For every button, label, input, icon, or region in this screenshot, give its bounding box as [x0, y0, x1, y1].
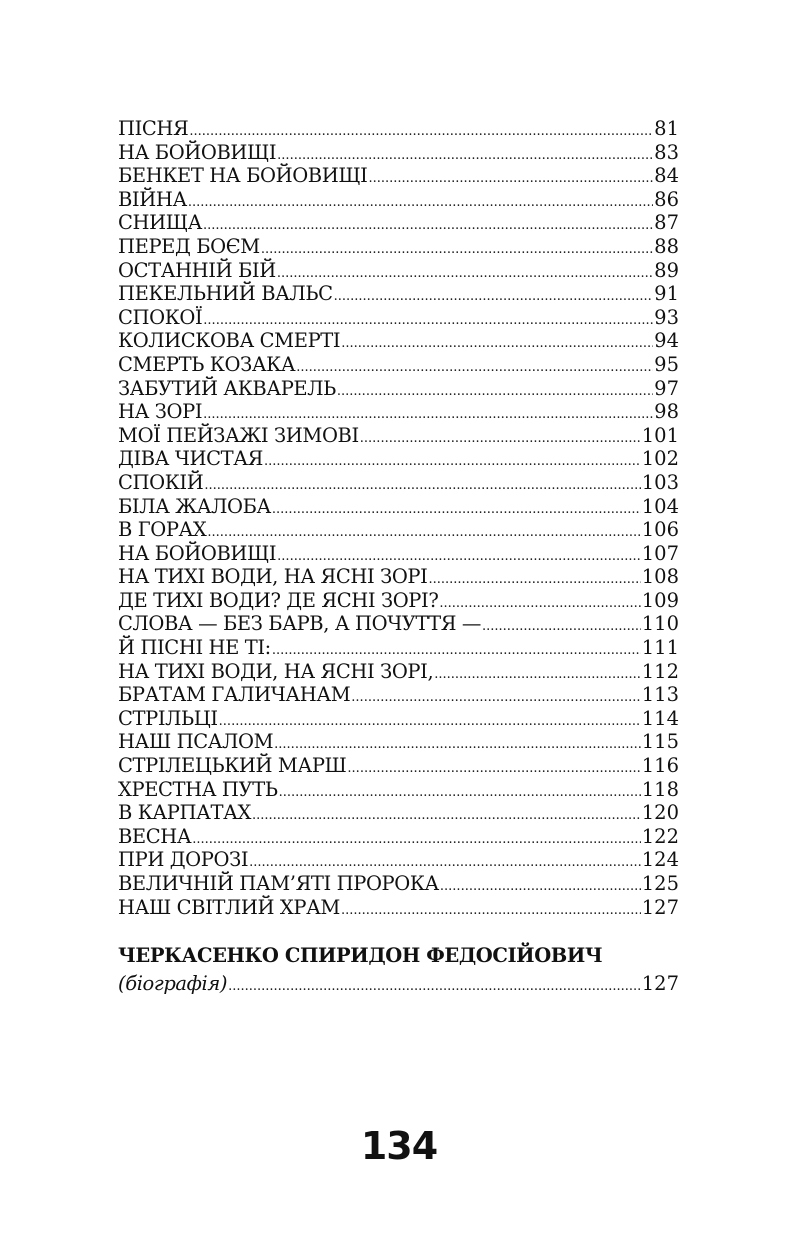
dot-leader	[341, 332, 653, 356]
toc-entry	[118, 471, 679, 495]
toc-entry-title: СТРІЛЕЦЬКИЙ МАРШ	[118, 754, 347, 778]
toc-entry-title: КОЛИСКОВА СМЕРТІ	[118, 329, 341, 353]
toc-entry-title: ВЕЛИЧНІЙ ПАМ’ЯТІ ПРОРОКА	[118, 872, 439, 895]
toc-entry	[118, 612, 679, 636]
toc-entry-title: БІЛА ЖАЛОБА	[118, 494, 271, 518]
toc-entry	[118, 188, 679, 212]
toc-entry-title: ПРИ ДОРОЗІ	[118, 848, 249, 872]
toc-entry	[118, 306, 679, 330]
toc-entry-page: 106	[641, 518, 679, 542]
toc-entry-title: В КАРПАТАХ	[118, 801, 251, 825]
toc-entry-title: СНИЩА	[118, 211, 202, 235]
toc-entry-page: 124	[641, 848, 679, 872]
toc-entry-title: СПОКОЇ	[118, 305, 203, 329]
toc-entry-title: СПОКІЙ	[118, 470, 204, 494]
toc-entry-page: 101	[641, 423, 679, 447]
table-of-contents	[118, 117, 679, 919]
toc-entry-page: 120	[641, 801, 679, 825]
toc-entry-title: БЕНКЕТ НА БОЙОВИЩІ	[118, 164, 368, 188]
toc-entry-title: СТРІЛЬЦІ	[118, 706, 218, 730]
dot-leader	[261, 238, 653, 262]
toc-entry	[118, 660, 679, 684]
toc-entry-page: 125	[641, 872, 679, 895]
biography-entry	[118, 972, 679, 996]
toc-entry-title: ВІЙНА	[118, 187, 187, 211]
toc-entry	[118, 778, 679, 802]
toc-entry-title: НА ТИХІ ВОДИ, НА ЯСНІ ЗОРІ,	[118, 659, 434, 683]
toc-entry	[118, 825, 679, 849]
toc-entry-title: СМЕРТЬ КОЗАКА	[118, 352, 296, 376]
dot-leader	[440, 875, 641, 899]
dot-leader	[334, 285, 654, 309]
toc-entry-page: 88	[654, 234, 679, 258]
dot-leader	[337, 380, 653, 404]
toc-entry-title: БРАТАМ ГАЛИЧАНАМ	[118, 683, 351, 707]
dot-leader	[296, 356, 653, 380]
toc-entry-page: 86	[654, 187, 679, 211]
toc-entry	[118, 211, 679, 235]
toc-entry	[118, 141, 679, 165]
toc-entry-title: Й ПІСНІ НЕ ТІ:	[118, 636, 271, 660]
toc-entry-title: ПЕРЕД БОЄМ	[118, 234, 260, 258]
dot-leader	[219, 710, 641, 734]
dot-leader	[188, 191, 653, 215]
dot-leader	[482, 615, 641, 639]
toc-entry-page: 102	[641, 447, 679, 471]
dot-leader	[341, 899, 641, 923]
toc-entry-page: 110	[641, 612, 679, 636]
dot-leader	[252, 804, 641, 828]
toc-entry-page: 112	[641, 659, 679, 683]
toc-entry-page: 114	[641, 706, 679, 730]
toc-entry	[118, 424, 679, 448]
page-number: 134	[360, 1124, 438, 1168]
dot-leader	[279, 781, 641, 805]
toc-entry-page: 109	[641, 588, 679, 612]
dot-leader	[203, 214, 653, 238]
toc-entry-page: 98	[654, 400, 679, 424]
toc-entry-title: ОСТАННІЙ БІЙ	[118, 258, 276, 282]
toc-entry	[118, 117, 679, 141]
dot-leader	[277, 262, 653, 286]
toc-entry-page: 84	[654, 164, 679, 188]
toc-entry-page: 116	[641, 754, 679, 778]
toc-entry-page: 103	[641, 470, 679, 494]
toc-entry-page: 111	[641, 636, 679, 660]
toc-entry	[118, 282, 679, 306]
toc-entry-title: НА ТИХІ ВОДИ, НА ЯСНІ ЗОРІ	[118, 565, 428, 589]
toc-entry	[118, 518, 679, 542]
toc-entry	[118, 542, 679, 566]
toc-entry-page: 127	[641, 895, 679, 919]
toc-entry-title: НАШ СВІТЛИЙ ХРАМ	[118, 895, 341, 919]
toc-entry-title: НА ЗОРІ	[118, 400, 203, 424]
biography-page: 127	[641, 972, 679, 995]
toc-entry-title: СЛОВА — БЕЗ БАРВ, А ПОЧУТТЯ —	[118, 612, 482, 636]
toc-entry-title: НАШ ПСАЛОМ	[118, 730, 274, 754]
dot-leader	[434, 663, 641, 687]
dot-leader	[228, 975, 641, 999]
toc-entry	[118, 589, 679, 613]
toc-entry-title: ВЕСНА	[118, 824, 192, 848]
toc-entry	[118, 259, 679, 283]
dot-leader	[351, 686, 640, 710]
dot-leader	[192, 828, 641, 852]
toc-entry-title: ДЕ ТИХІ ВОДИ? ДЕ ЯСНІ ЗОРІ?	[118, 588, 439, 612]
toc-entry-page: 118	[641, 777, 679, 801]
author-heading: ЧЕРКАСЕНКО СПИРИДОН ФЕДОСІЙОВИЧ	[118, 944, 603, 967]
toc-entry-page: 107	[641, 541, 679, 565]
toc-entry-title: ДІВА ЧИСТАЯ	[118, 447, 263, 471]
toc-entry-page: 91	[654, 282, 679, 306]
toc-entry	[118, 400, 679, 424]
toc-entry-title: В ГОРАХ	[118, 518, 207, 542]
dot-leader	[368, 167, 653, 191]
toc-entry	[118, 848, 679, 872]
toc-entry-page: 94	[654, 329, 679, 353]
dot-leader	[347, 757, 640, 781]
toc-entry	[118, 235, 679, 259]
toc-entry-title: ХРЕСТНА ПУТЬ	[118, 777, 278, 801]
toc-entry	[118, 896, 679, 920]
toc-entry	[118, 872, 679, 896]
toc-entry-page: 115	[641, 730, 679, 754]
toc-entry-title: НА БОЙОВИЩІ	[118, 541, 277, 565]
toc-entry	[118, 495, 679, 519]
toc-entry-title: НА БОЙОВИЩІ	[118, 140, 277, 164]
toc-entry	[118, 636, 679, 660]
toc-entry	[118, 329, 679, 353]
dot-leader	[428, 568, 640, 592]
biography-label: (біографія)	[118, 972, 228, 995]
dot-leader	[360, 427, 641, 451]
toc-entry	[118, 377, 679, 401]
toc-entry	[118, 565, 679, 589]
toc-entry-title: ПІСНЯ	[118, 117, 189, 140]
toc-entry	[118, 683, 679, 707]
toc-entry-page: 93	[654, 305, 679, 329]
toc-entry-page: 89	[654, 258, 679, 282]
toc-entry-page: 113	[641, 683, 679, 707]
toc-entry-title: МОЇ ПЕЙЗАЖІ ЗИМОВІ	[118, 423, 359, 447]
toc-entry	[118, 164, 679, 188]
toc-entry	[118, 801, 679, 825]
toc-entry-title: ЗАБУТИЙ АКВАРЕЛЬ	[118, 376, 336, 400]
toc-entry-page: 108	[641, 565, 679, 589]
toc-entry	[118, 447, 679, 471]
toc-entry-page: 87	[654, 211, 679, 235]
toc-entry-page: 81	[654, 117, 679, 140]
toc-entry-page: 97	[654, 376, 679, 400]
toc-entry-page: 104	[641, 494, 679, 518]
toc-entry-page: 95	[654, 352, 679, 376]
dot-leader	[272, 498, 641, 522]
toc-entry	[118, 353, 679, 377]
toc-entry-title: ПЕКЕЛЬНИЙ ВАЛЬС	[118, 282, 333, 306]
toc-entry-page: 122	[641, 824, 679, 848]
toc-entry	[118, 707, 679, 731]
toc-entry	[118, 754, 679, 778]
toc-entry	[118, 730, 679, 754]
dot-leader	[264, 450, 641, 474]
toc-entry-page: 83	[654, 140, 679, 164]
